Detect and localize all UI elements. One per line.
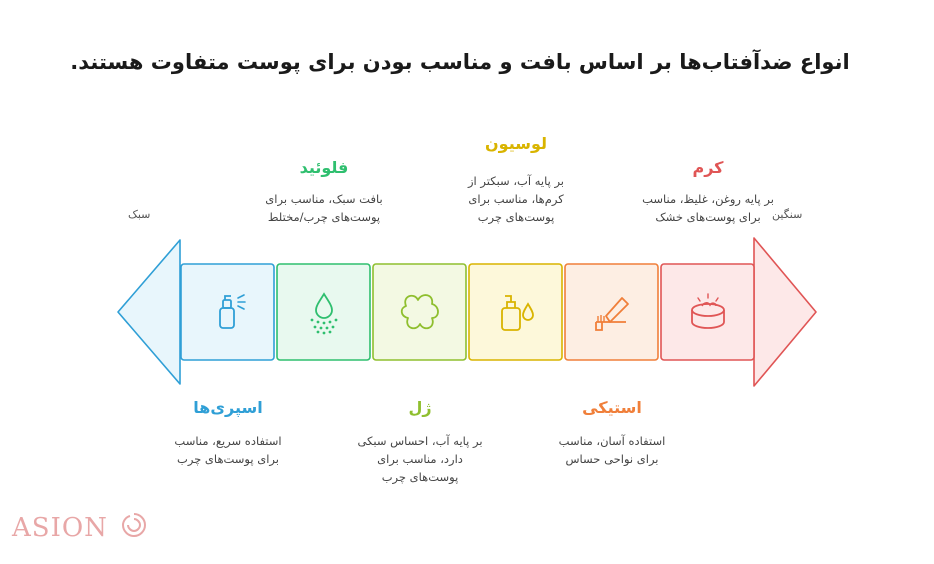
description-line: بر پایه آب، سبکتر از (468, 174, 564, 188)
description-line: استفاده آسان، مناسب (558, 434, 666, 448)
segment-lotion (469, 264, 562, 360)
description-line: بر پایه آب، احساس سبکی (357, 434, 483, 448)
description-line: پوست‌های چرب (477, 210, 555, 224)
segment-spray (181, 264, 274, 360)
scale-heavy-label: سنگین (772, 208, 803, 221)
heading-lotion: لوسیون (485, 134, 547, 153)
description-line: برای پوست‌های چرب (177, 452, 279, 466)
heavy-arrowhead (754, 238, 816, 386)
description-fluid (244, 190, 404, 226)
description-line: پوست‌های چرب (381, 470, 459, 484)
description-line: برای پوست‌های خشک (655, 210, 761, 224)
segment-fluid (277, 264, 370, 360)
description-stick (532, 432, 692, 468)
rose-icon (117, 508, 151, 542)
segment-stick (565, 264, 658, 360)
heading-spray: اسپری‌ها (193, 398, 263, 417)
brand-logo-text: ASION (12, 513, 108, 543)
segment-cream (661, 264, 754, 360)
heading-cream: کرم (692, 158, 724, 177)
description-line: استفاده سریع، مناسب (174, 434, 282, 448)
description-line: دارد، مناسب برای (377, 452, 463, 466)
light-arrowhead (118, 240, 180, 384)
description-line: بافت سبک، مناسب برای (265, 192, 383, 206)
description-line: برای نواحی حساس (565, 452, 659, 466)
page-title: انواع ضدآفتاب‌ها بر اساس بافت و مناسب بودن برای پوست متفاوت هستند. (70, 50, 850, 74)
description-line: پوست‌های چرب/مختلط (267, 210, 381, 224)
description-cream (628, 190, 788, 226)
heading-stick: استیکی (582, 398, 642, 417)
brand-logo (12, 508, 151, 543)
heading-gel: ژل (408, 398, 432, 417)
heading-fluid: فلوئید (299, 158, 349, 177)
description-gel (340, 432, 500, 486)
description-spray (148, 432, 308, 468)
description-line: بر پایه روغن، غلیظ، مناسب (642, 192, 774, 206)
scale-light-label: سبک (128, 208, 151, 221)
description-line: کرم‌ها، مناسب برای (468, 192, 564, 206)
segment-gel (373, 264, 466, 360)
description-lotion (436, 172, 596, 226)
